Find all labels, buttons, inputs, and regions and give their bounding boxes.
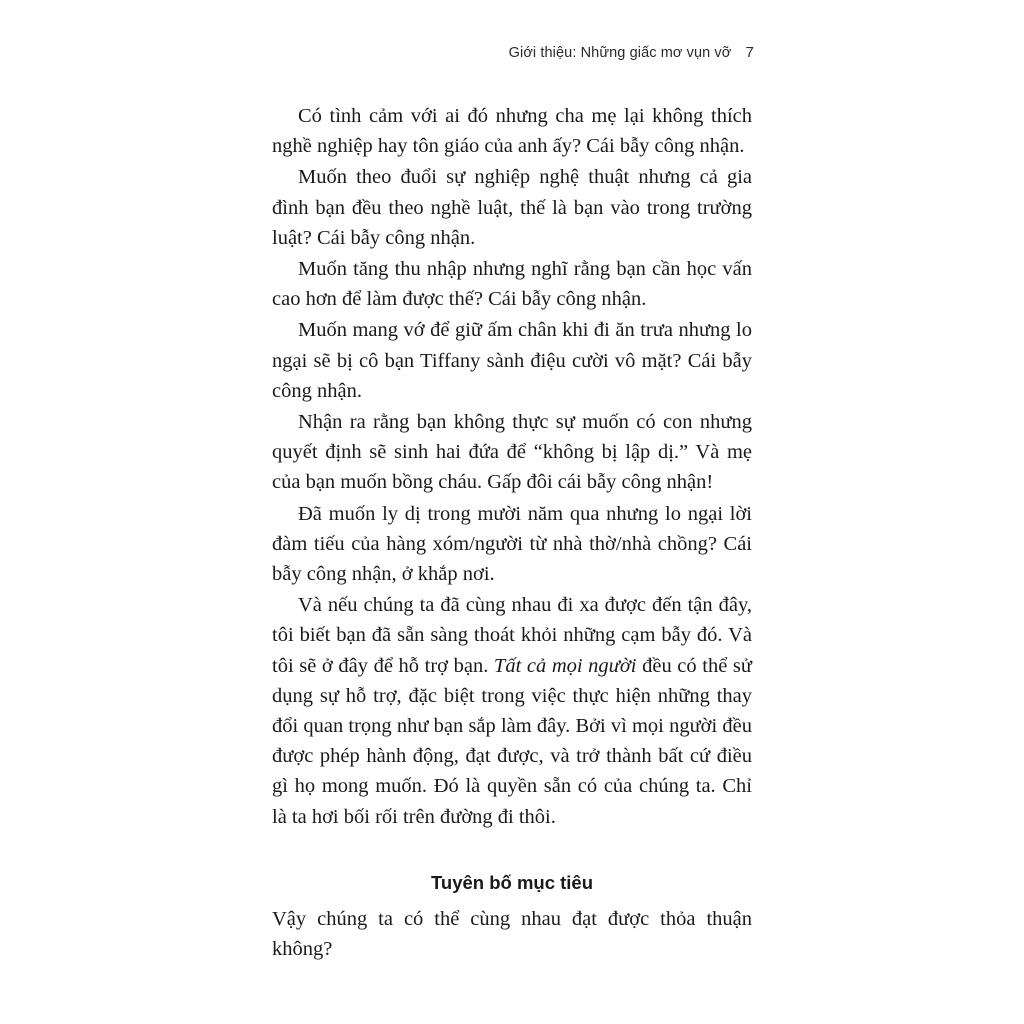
paragraph-1: Có tình cảm với ai đó nhưng cha mẹ lại không thích nghề nghiệp hay tôn giáo của anh ấy? Cái bẫy công nhận. bbox=[272, 105, 752, 158]
paragraph-2: Muốn theo đuổi sự nghiệp nghệ thuật nhưng cả gia đình bạn đều theo nghề luật, thế là bạn vào trong trường luật? Cái bẫy công nhận. bbox=[272, 166, 752, 249]
paragraph-6: Đã muốn ly dị trong mười năm qua nhưng lo ngại lời đàm tiếu của hàng xóm/người từ nhà thờ/nhà chồng? Cái bẫy công nhận, ở khắp nơi. bbox=[272, 502, 752, 586]
section-heading: Tuyên bố mục tiêu bbox=[430, 871, 594, 893]
paragraph-3: Muốn tăng thu nhập nhưng nghĩ rằng bạn cần học vấn cao hơn để làm được thế? Cái bẫy công nhận. bbox=[272, 258, 752, 311]
paragraph-7 bbox=[272, 590, 752, 832]
page-number: 7 bbox=[745, 44, 754, 61]
paragraph-4: Muốn mang vớ để giữ ấm chân khi đi ăn trưa nhưng lo ngại sẽ bị cô bạn Tiffany sành điệu cười vô mặt? Cái bẫy công nhận. bbox=[272, 319, 752, 402]
paragraph-7-part-2: đều có thể sử dụng sự hỗ trợ, đặc biệt trong việc thực hiện những thay đổi quan trọng như bạn sắp làm đây. Bởi vì mọi người đều được phép hành động, đạt được, và trở thành bất cứ điều gì họ mong muốn. Đó là quyền sẵn có của chúng ta. Chỉ là ta hơi bối rối trên đường đi thôi. bbox=[272, 654, 752, 828]
section-paragraph: Vậy chúng ta có thể cùng nhau đạt được thỏa thuận không? bbox=[272, 908, 752, 961]
body-text bbox=[272, 101, 752, 964]
paragraph-7-part-1: Và nếu chúng ta đã cùng nhau đi xa được đến tận đây, tôi biết bạn đã sẵn sàng thoát khỏi những cạm bẫy đó. Và tôi sẽ ở đây để hỗ trợ bạn. bbox=[272, 594, 752, 677]
paragraph-5: Nhận ra rằng bạn không thực sự muốn có con nhưng quyết định sẽ sinh hai đứa để “không bị lập dị.” Và mẹ của bạn muốn bồng cháu. Gấp đôi cái bẫy công nhận! bbox=[272, 411, 752, 494]
emphasis-text: Tất cả mọi người bbox=[493, 654, 637, 677]
chapter-title: Giới thiệu: Những giấc mơ vụn vỡ bbox=[508, 45, 732, 61]
running-head bbox=[509, 44, 754, 61]
